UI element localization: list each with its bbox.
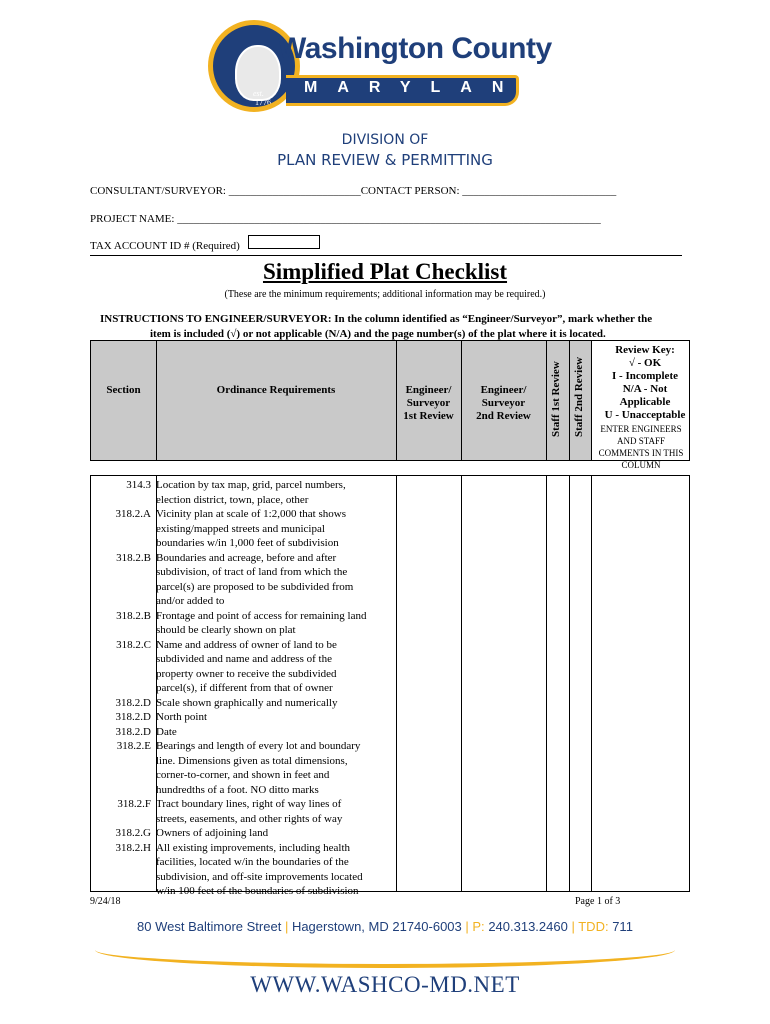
consultant-field: CONSULTANT/SURVEYOR: ________________________CONTACT PERSON: ____________________________ — [90, 185, 617, 197]
row-requirement — [156, 507, 396, 551]
logo-name: Washington County — [278, 32, 552, 65]
row-requirement — [156, 551, 396, 609]
requirement-line: North point — [156, 711, 208, 723]
header-engineer-1-a: Engineer/ — [405, 384, 452, 396]
row-section: 318.2.B — [116, 551, 151, 564]
header-engineer-1 — [396, 384, 461, 423]
seal-year: 1776 — [255, 98, 271, 107]
row-requirement — [156, 609, 396, 638]
footer-street: 80 West Baltimore Street — [137, 919, 282, 934]
footer-page: Page 1 of 3 — [575, 896, 621, 907]
tax-account-label: TAX ACCOUNT ID # (Required) — [90, 240, 240, 252]
row-requirement — [156, 841, 396, 899]
header-engineer-2-b: Surveyor — [481, 397, 526, 409]
requirement-line: Bearings and length of every lot and boundary — [156, 740, 361, 752]
department-label: PLAN REVIEW & PERMITTING — [277, 151, 493, 169]
row-requirement — [156, 826, 396, 841]
review-key-incomplete: I - Incomplete — [612, 370, 678, 382]
header-engineer-2 — [461, 384, 546, 423]
requirement-line: property owner to receive the subdivided — [156, 667, 337, 680]
project-name-field: PROJECT NAME: _____________________________________________________________________________ — [90, 213, 601, 225]
row-section: 318.2.D — [115, 696, 151, 709]
requirement-line: hundredths of a foot. NO ditto marks — [156, 783, 319, 796]
row-section: 318.2.G — [115, 827, 151, 839]
requirement-line: All existing improvements, including health — [156, 841, 350, 854]
requirement-line: boundaries w/in 1,000 feet of subdivision — [156, 537, 339, 549]
header-staff-2: Staff 2nd Review — [573, 356, 585, 437]
requirement-line: subdivided and name and address of the — [156, 653, 332, 665]
requirement-line: facilities, located w/in the boundaries of the — [156, 856, 349, 868]
footer-gold-swoosh — [95, 950, 675, 968]
row-section: 318.2.A — [115, 508, 151, 520]
footer-date: 9/24/18 — [90, 896, 121, 907]
footer-tdd: 711 — [612, 919, 633, 934]
requirement-line: Tract boundary lines, right of way lines of — [156, 798, 342, 810]
requirement-line: Date — [156, 725, 177, 738]
page-subtitle: (These are the minimum requirements; additional information may be required.) — [224, 289, 546, 300]
requirement-line: and/or added to — [156, 595, 225, 607]
instructions — [100, 312, 700, 342]
header-engineer-1-b: Surveyor — [406, 397, 451, 409]
review-key-title: Review Key: — [615, 344, 675, 356]
row-section: 318.2.H — [115, 841, 151, 854]
row-requirement — [156, 638, 396, 696]
instructions-line-2: item is included (√) or not applicable (N/A) and the page number(s) of the plat where it is located. — [150, 328, 606, 340]
header-section: Section — [106, 384, 141, 396]
instructions-line-1: INSTRUCTIONS TO ENGINEER/SURVEYOR: In the column identified as “Engineer/Surveyor”, mark whether the — [100, 313, 653, 325]
header-engineer-2-a: Engineer/ — [480, 384, 527, 396]
row-requirement — [156, 797, 396, 826]
checklist-body — [90, 475, 690, 897]
requirement-line: Boundaries and acreage, before and after — [156, 551, 337, 564]
row-section: 318.2.B — [116, 609, 151, 622]
requirement-line: parcel(s) are proposed to be subdivided from — [156, 580, 354, 593]
requirement-line: election district, town, place, other — [156, 493, 309, 506]
review-key-ok: √ - OK — [628, 357, 662, 369]
row-requirement — [156, 739, 396, 797]
row-section: 318.2.F — [117, 798, 151, 810]
page-title: Simplified Plat Checklist — [262, 259, 508, 284]
divider — [90, 255, 682, 256]
requirement-line: Location by tax map, grid, parcel numbers, — [156, 479, 346, 491]
requirement-line: subdivision, of tract of land from which the — [156, 566, 348, 578]
row-section: 314.3 — [126, 479, 151, 491]
review-key-na: N/A - Not Applicable — [619, 383, 671, 408]
footer-phone: 240.313.2460 — [488, 919, 568, 934]
requirement-line: w/in 100 feet of the boundaries of subdivision — [156, 885, 359, 897]
requirement-line: Frontage and point of access for remaining land — [156, 609, 367, 622]
comments-note: ENTER ENGINEERS AND STAFF COMMENTS IN THIS COLUMN — [598, 424, 684, 470]
requirement-line: line. Dimensions given as total dimensions, — [156, 754, 348, 767]
footer-phone-label: P: — [472, 919, 485, 934]
header-engineer-1-c: 1st Review — [403, 410, 454, 422]
requirement-line: Owners of adjoining land — [156, 827, 269, 839]
row-section: 318.2.D — [115, 711, 151, 723]
requirement-line: Vicinity plan at scale of 1:2,000 that shows — [156, 508, 346, 520]
requirement-line: existing/mapped streets and municipal — [156, 522, 325, 535]
requirement-line: streets, easements, and other rights of way — [156, 812, 343, 825]
division-label: DIVISION OF — [341, 132, 429, 148]
footer-tdd-label: TDD: — [578, 919, 609, 934]
requirement-line: should be clearly shown on plat — [156, 624, 296, 636]
row-requirement — [156, 725, 396, 740]
header-ordinance: Ordinance Requirements — [216, 384, 336, 396]
checklist-header — [90, 340, 690, 470]
row-section: 318.2.C — [116, 638, 151, 651]
row-section: 318.2.E — [116, 740, 151, 752]
row-requirement — [156, 710, 396, 725]
header-engineer-2-c: 2nd Review — [476, 410, 531, 422]
header-staff-1: Staff 1st Review — [550, 361, 562, 437]
tax-account-input[interactable] — [248, 235, 320, 249]
row-requirement — [156, 696, 396, 711]
review-key — [599, 344, 691, 422]
seal-est: est. — [253, 89, 264, 98]
requirement-line: subdivision, and off-site improvements located — [156, 870, 363, 883]
footer-website[interactable]: WWW.WASHCO-MD.NET — [250, 972, 520, 997]
logo-state: MARYLAND — [304, 79, 555, 96]
requirement-line: parcel(s), if different from that of owner — [156, 682, 333, 694]
row-section: 318.2.D — [115, 725, 151, 738]
requirement-line: corner-to-corner, and shown in feet and — [156, 769, 330, 781]
footer-address: 80 West Baltimore Street | Hagerstown, MD 21740-6003 | P: 240.313.2460 | TDD: 711 — [137, 919, 633, 934]
footer-city: Hagerstown, MD 21740-6003 — [291, 919, 462, 934]
requirement-line: Scale shown graphically and numerically — [156, 696, 338, 709]
review-key-unacceptable: U - Unacceptable — [604, 409, 686, 421]
requirement-line: Name and address of owner of land to be — [156, 638, 337, 651]
row-requirement — [156, 478, 396, 507]
